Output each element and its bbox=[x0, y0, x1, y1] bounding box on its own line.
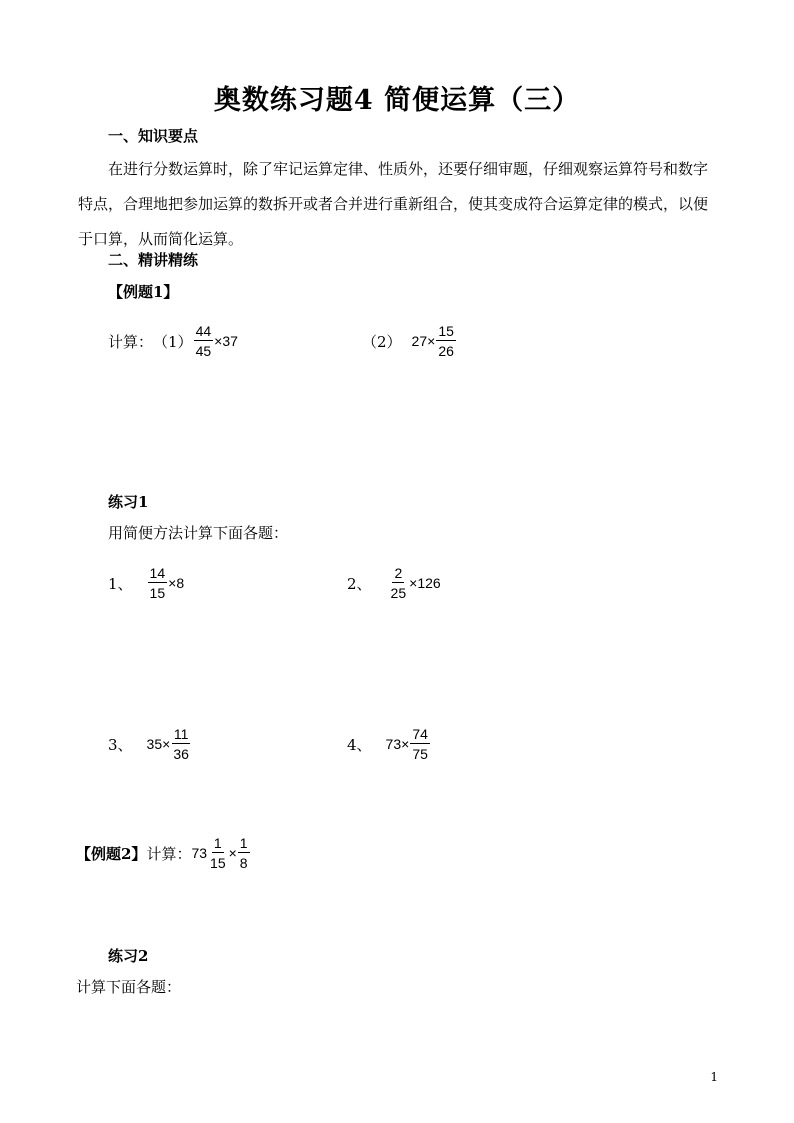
example1-problem1 bbox=[108, 324, 238, 358]
example1-prefix: 计算： bbox=[108, 332, 154, 351]
practice1-question1 bbox=[108, 566, 184, 600]
example2-problem bbox=[76, 836, 251, 870]
operand: 35 bbox=[146, 736, 163, 752]
operand: 37 bbox=[222, 333, 238, 349]
fraction bbox=[148, 566, 168, 600]
numerator: 74 bbox=[412, 726, 428, 742]
denominator: 75 bbox=[412, 746, 428, 762]
multiply-sign: × bbox=[409, 575, 418, 591]
example2-prefix: 计算： bbox=[146, 844, 192, 863]
fraction bbox=[389, 566, 409, 600]
fraction bbox=[208, 836, 228, 870]
page-title: 奥数练习题4 简便运算（三） bbox=[213, 85, 581, 116]
multiply-sign: × bbox=[427, 333, 436, 349]
fraction bbox=[194, 324, 214, 358]
denominator: 25 bbox=[390, 585, 407, 601]
numerator: 15 bbox=[438, 323, 454, 339]
multiply-sign: × bbox=[228, 845, 237, 861]
denominator: 26 bbox=[438, 343, 454, 359]
denominator: 45 bbox=[195, 343, 212, 359]
practice1-question3 bbox=[108, 727, 192, 761]
operand: 8 bbox=[176, 575, 185, 591]
operand: 27 bbox=[411, 333, 428, 349]
question-index: 3、 bbox=[108, 735, 133, 754]
operand: 126 bbox=[417, 575, 441, 591]
fraction bbox=[171, 727, 191, 761]
multiply-sign: × bbox=[162, 736, 171, 752]
numerator: 1 bbox=[239, 835, 248, 851]
question-index: 4、 bbox=[347, 735, 372, 754]
practice1-instruction: 用简便方法计算下面各题： bbox=[108, 524, 289, 542]
example1-label: 【例题1】 bbox=[108, 283, 179, 301]
example1-p2-index: （2） bbox=[362, 332, 402, 351]
multiply-sign: × bbox=[401, 736, 410, 752]
numerator: 2 bbox=[394, 565, 403, 581]
numerator: 14 bbox=[149, 565, 166, 581]
question-index: 2、 bbox=[347, 574, 372, 593]
practice1-question2 bbox=[347, 566, 441, 600]
knowledge-paragraph: 在进行分数运算时，除了牢记运算定律、性质外，还要仔细审题，仔细观察运算符号和数字特点，合理地把参加运算的数拆开或者合并进行重新组合，使其变成符合运算定律的模式，以便于口算，从而简化运算。 bbox=[78, 160, 709, 248]
section1-heading: 一、知识要点 bbox=[108, 127, 199, 145]
practice1-heading: 练习1 bbox=[108, 493, 149, 511]
page-number: 1 bbox=[710, 1070, 718, 1084]
numerator: 44 bbox=[195, 323, 212, 339]
mixed-whole: 73 bbox=[191, 845, 208, 861]
practice2-heading: 练习2 bbox=[108, 947, 149, 965]
denominator: 15 bbox=[149, 585, 166, 601]
practice1-question4 bbox=[347, 727, 431, 761]
operand: 73 bbox=[385, 736, 402, 752]
fraction bbox=[436, 324, 456, 358]
numerator: 1 bbox=[213, 835, 222, 851]
fraction bbox=[238, 836, 250, 870]
section2-heading: 二、精讲精练 bbox=[108, 251, 199, 269]
multiply-sign: × bbox=[168, 575, 177, 591]
example1-problem2 bbox=[362, 324, 457, 358]
denominator: 36 bbox=[173, 746, 189, 762]
denominator: 15 bbox=[210, 855, 226, 871]
multiply-sign: × bbox=[214, 333, 223, 349]
example2-label: 【例题2】 bbox=[76, 844, 147, 863]
example1-p1-index: （1） bbox=[153, 332, 193, 351]
fraction bbox=[410, 727, 430, 761]
denominator: 8 bbox=[239, 855, 248, 871]
question-index: 1、 bbox=[108, 574, 133, 593]
numerator: 11 bbox=[173, 726, 189, 742]
practice2-instruction: 计算下面各题： bbox=[76, 978, 182, 996]
